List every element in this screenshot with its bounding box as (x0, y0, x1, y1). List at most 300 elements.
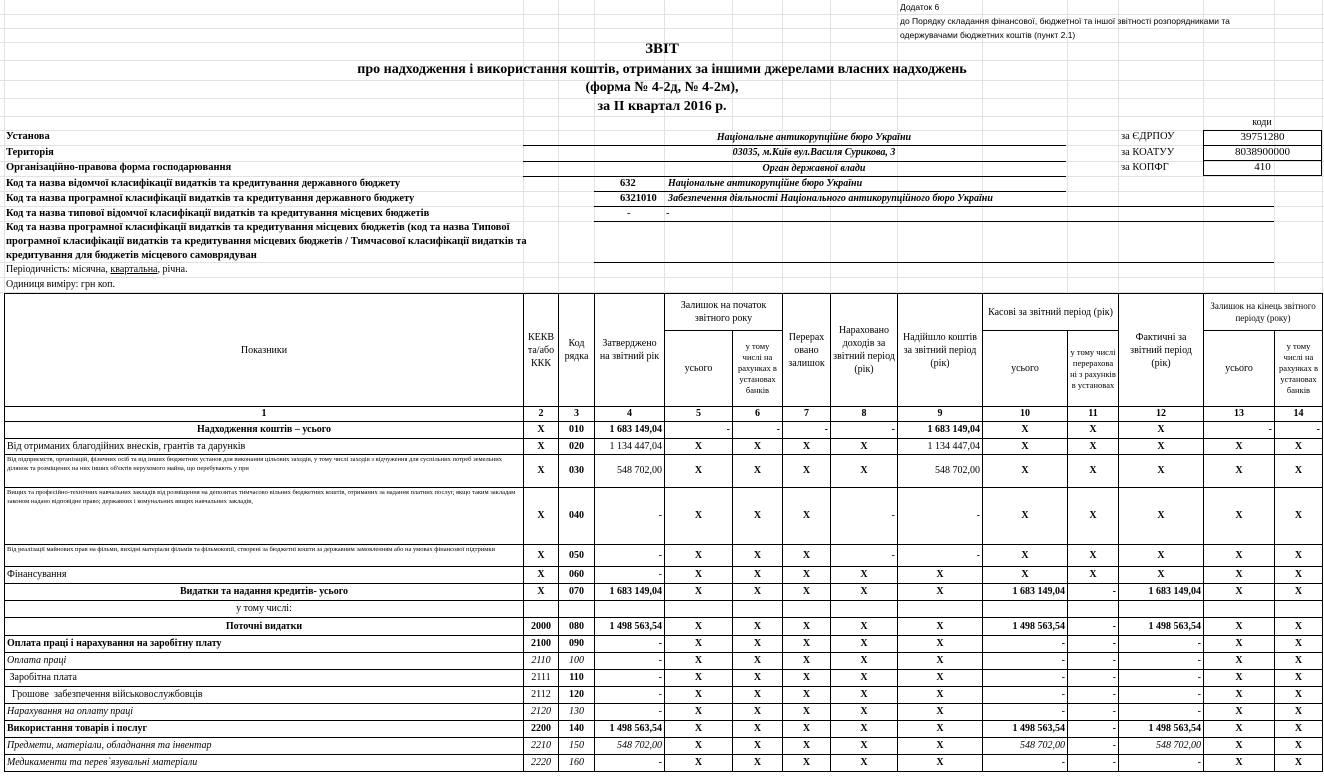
row-cell: X (983, 488, 1068, 545)
row-cell: - (983, 687, 1068, 704)
row-cell: - (898, 488, 983, 545)
row-cell: 1 683 149,04 (898, 422, 983, 439)
row-cell (733, 601, 783, 618)
row-cell: X (1275, 488, 1323, 545)
row-cell: X (524, 488, 559, 545)
column-number: 1 (5, 407, 524, 422)
row-cell: 120 (559, 687, 595, 704)
row-cell: X (733, 439, 783, 455)
row-cell: 548 702,00 (983, 738, 1068, 755)
table-row (5, 670, 1323, 687)
row-cell: - (1068, 584, 1119, 601)
row-cell: X (665, 488, 733, 545)
row-cell: X (831, 704, 898, 721)
row-cell: X (783, 755, 831, 772)
typical-class-label: Код та назва типової відомчої класифікації видатків та кредитування місцевих бюджетів (6, 208, 430, 219)
row-cell: 110 (559, 670, 595, 687)
territory-label: Територія (6, 147, 54, 158)
legal-form-value: Орган державної влади (762, 163, 866, 174)
row-cell: - (1068, 687, 1119, 704)
program-class-code: 6321010 (620, 193, 657, 204)
row-cell: X (831, 670, 898, 687)
row-cell: X (783, 670, 831, 687)
row-cell: X (665, 636, 733, 653)
row-cell: X (733, 704, 783, 721)
header-transferred-balance: Перерах овано залишок (783, 294, 831, 407)
row-cell: 2112 (524, 687, 559, 704)
row-cell: - (595, 636, 665, 653)
row-cell: X (1204, 721, 1275, 738)
row-cell: X (1204, 455, 1275, 488)
dept-class-code: 632 (620, 178, 636, 189)
row-cell: X (1204, 670, 1275, 687)
column-number: 6 (733, 407, 783, 422)
row-cell: X (898, 687, 983, 704)
table-row (5, 721, 1323, 738)
row-cell: X (898, 755, 983, 772)
row-cell: - (1119, 670, 1204, 687)
row-cell: X (783, 721, 831, 738)
column-number: 7 (783, 407, 831, 422)
row-cell: - (1119, 636, 1204, 653)
row-cell: 1 134 447,04 (898, 439, 983, 455)
row-cell: X (983, 422, 1068, 439)
row-cell: - (983, 653, 1068, 670)
appendix-line-1: Додаток 6 (900, 2, 940, 12)
row-cell: X (983, 567, 1068, 584)
row-cell: X (733, 755, 783, 772)
row-cell: X (1275, 755, 1323, 772)
row-cell: X (1275, 439, 1323, 455)
row-cell: X (783, 618, 831, 636)
header-opening-balance: Залишок на початок звітного року (665, 294, 783, 331)
table-row (5, 755, 1323, 772)
row-indicator-name: Грошове забезпечення військовослужбовців (5, 687, 524, 704)
row-cell: - (1068, 670, 1119, 687)
row-cell: X (1275, 670, 1323, 687)
row-cell: X (983, 455, 1068, 488)
header-accrued-income: Нараховано доходів за звітний період (рік) (831, 294, 898, 407)
column-number: 8 (831, 407, 898, 422)
row-cell: X (665, 670, 733, 687)
row-cell: X (783, 738, 831, 755)
row-cell: X (733, 545, 783, 567)
header-kekv: КЕКВ та/або ККК (524, 294, 559, 407)
table-row (5, 687, 1323, 704)
row-cell: X (1119, 439, 1204, 455)
header-row-code: Код рядка (559, 294, 595, 407)
row-indicator-name: Фінансування (5, 567, 524, 584)
row-cell: X (1275, 636, 1323, 653)
row-cell: X (783, 584, 831, 601)
row-cell: X (1275, 738, 1323, 755)
row-cell: X (898, 636, 983, 653)
report-subtitle: про надходження і використання коштів, отриманих за іншими джерелами власних надходжень (357, 62, 967, 77)
row-cell: 2220 (524, 755, 559, 772)
row-cell: X (524, 455, 559, 488)
periodicity-selected: квартальна (110, 264, 158, 275)
row-cell (1119, 601, 1204, 618)
row-cell: X (1204, 584, 1275, 601)
row-indicator-name: Медикаменти та перев`язувальні матеріали (5, 755, 524, 772)
program-class-label: Код та назва програмної класифікації видатків та кредитування державного бюджету (6, 193, 415, 204)
row-cell: 1 498 563,54 (983, 618, 1068, 636)
row-cell: - (1204, 422, 1275, 439)
row-cell: X (1275, 545, 1323, 567)
row-cell: 1 498 563,54 (983, 721, 1068, 738)
row-cell: - (1068, 704, 1119, 721)
header-opening-banks: у тому числі на рахунках в установах банків (733, 331, 783, 407)
row-indicator-name: у тому числі: (5, 601, 524, 618)
column-number: 2 (524, 407, 559, 422)
row-cell: 1 683 149,04 (983, 584, 1068, 601)
row-cell: X (665, 455, 733, 488)
row-cell: X (1204, 488, 1275, 545)
row-cell: 030 (559, 455, 595, 488)
row-cell: 1 683 149,04 (1119, 584, 1204, 601)
row-cell: - (1068, 721, 1119, 738)
table-row (5, 601, 1323, 618)
row-cell: - (783, 422, 831, 439)
row-cell: - (1119, 653, 1204, 670)
row-cell: 040 (559, 488, 595, 545)
row-cell: X (898, 567, 983, 584)
header-indicators: Показники (5, 294, 524, 407)
row-cell: X (733, 738, 783, 755)
institution-value: Національне антикорупційне бюро України (716, 132, 912, 143)
row-cell: - (983, 755, 1068, 772)
row-cell: X (665, 755, 733, 772)
row-cell (898, 601, 983, 618)
typical-class-name: - (666, 208, 670, 219)
table-row (5, 455, 1323, 488)
table-row (5, 636, 1323, 653)
row-cell: X (831, 618, 898, 636)
row-cell: X (783, 704, 831, 721)
koatuu-code: 8038900000 (1203, 145, 1322, 161)
row-cell: X (524, 567, 559, 584)
table-row (5, 545, 1323, 567)
row-cell: - (595, 670, 665, 687)
row-cell: 2120 (524, 704, 559, 721)
row-cell: X (1275, 687, 1323, 704)
row-cell: X (1204, 618, 1275, 636)
row-cell: X (1119, 455, 1204, 488)
header-closing-banks: у тому числі на рахунках в установах банків (1275, 331, 1323, 407)
row-cell: - (595, 687, 665, 704)
row-cell: - (595, 653, 665, 670)
row-cell: - (1068, 636, 1119, 653)
kopfg-label: за КОПФГ (1121, 162, 1169, 173)
row-indicator-name: Видатки та надання кредитів- усього (5, 584, 524, 601)
row-cell: 150 (559, 738, 595, 755)
row-cell: X (983, 545, 1068, 567)
column-number: 13 (1204, 407, 1275, 422)
row-cell: X (733, 488, 783, 545)
row-cell: X (831, 439, 898, 455)
row-cell: - (665, 422, 733, 439)
row-cell: X (733, 584, 783, 601)
row-indicator-name: Від реалізації майнових прав на фільми, вихідні матеріали фільмів та фільмокопії, створені за бюджетні кошти за державним замовленням або на умовах фінансової підтримки (5, 545, 524, 567)
row-cell (831, 601, 898, 618)
row-cell: X (665, 439, 733, 455)
periodicity: Періодичність: місячна, квартальна, річна. (6, 264, 188, 275)
row-cell: X (1068, 439, 1119, 455)
column-number: 14 (1275, 407, 1323, 422)
row-cell: X (733, 636, 783, 653)
row-indicator-name: Використання товарів і послуг (5, 721, 524, 738)
row-cell: 2210 (524, 738, 559, 755)
row-indicator-name: Надходження коштів – усього (5, 422, 524, 439)
row-indicator-name: Поточні видатки (5, 618, 524, 636)
table-row (5, 567, 1323, 584)
row-cell: X (898, 738, 983, 755)
row-cell: 1 134 447,04 (595, 439, 665, 455)
table-row (5, 704, 1323, 721)
row-cell (595, 601, 665, 618)
row-cell: X (831, 738, 898, 755)
row-cell: X (665, 738, 733, 755)
row-cell: 050 (559, 545, 595, 567)
row-cell: 1 498 563,54 (1119, 618, 1204, 636)
row-indicator-name: Оплата праці і нарахування на заробітну плату (5, 636, 524, 653)
row-cell: X (983, 439, 1068, 455)
row-cell (1275, 601, 1323, 618)
row-cell: - (1119, 704, 1204, 721)
territory-value: 03035, м.Київ вул.Василя Сурикова, 3 (732, 147, 896, 158)
row-cell: - (831, 545, 898, 567)
row-cell: 1 498 563,54 (595, 721, 665, 738)
table-row (5, 439, 1323, 455)
appendix-line-2: до Порядку складання фінансової, бюджетної та іншої звітності розпорядниками та (900, 16, 1230, 26)
row-cell: X (898, 670, 983, 687)
row-cell: X (524, 439, 559, 455)
row-cell: X (1204, 636, 1275, 653)
row-cell: 548 702,00 (595, 455, 665, 488)
row-cell: X (831, 755, 898, 772)
row-cell: 548 702,00 (898, 455, 983, 488)
row-cell (559, 601, 595, 618)
row-cell: 2111 (524, 670, 559, 687)
header-opening-total: усього (665, 331, 733, 407)
legal-form-label: Організаційно-правова форма господарювання (6, 162, 232, 173)
row-cell: X (831, 687, 898, 704)
institution-label: Установа (6, 131, 50, 142)
row-cell: 1 498 563,54 (1119, 721, 1204, 738)
row-cell: - (1068, 618, 1119, 636)
row-cell: X (524, 545, 559, 567)
row-cell: X (783, 545, 831, 567)
header-closing-total: усього (1204, 331, 1275, 407)
row-cell: X (1204, 545, 1275, 567)
row-cell: 548 702,00 (595, 738, 665, 755)
row-cell: X (1068, 422, 1119, 439)
row-cell: 080 (559, 618, 595, 636)
row-cell: X (665, 618, 733, 636)
row-cell: X (1275, 567, 1323, 584)
column-number: 4 (595, 407, 665, 422)
row-cell: X (898, 584, 983, 601)
row-cell: X (1119, 488, 1204, 545)
row-cell (783, 601, 831, 618)
dept-class-label: Код та назва відомчої класифікації видатків та кредитування державного бюджету (6, 178, 401, 189)
row-cell: X (1275, 455, 1323, 488)
header-approved: Затверджено на звітний рік (595, 294, 665, 407)
koatuu-label: за КОАТУУ (1121, 147, 1175, 158)
column-number: 10 (983, 407, 1068, 422)
row-cell: X (665, 687, 733, 704)
row-indicator-name: Заробітна плата (5, 670, 524, 687)
row-cell: X (783, 687, 831, 704)
row-cell: X (1068, 545, 1119, 567)
row-cell: X (1275, 704, 1323, 721)
header-received-funds: Надійшло коштів за звітний період (рік) (898, 294, 983, 407)
row-cell: X (665, 721, 733, 738)
local-class-label-3: кредитування для бюджетів місцевого самоврядуван (6, 250, 257, 261)
column-number-row (5, 407, 1323, 422)
row-cell: 100 (559, 653, 595, 670)
row-cell: X (831, 636, 898, 653)
row-cell: 2000 (524, 618, 559, 636)
row-cell (524, 601, 559, 618)
row-cell: X (733, 670, 783, 687)
row-indicator-name: Від отриманих благодійних внесків, грантів та дарунків (5, 439, 524, 455)
header-cash-transferred: у тому числі перерахова ні з рахунків в установах (1068, 331, 1119, 407)
row-cell: 070 (559, 584, 595, 601)
row-cell: 160 (559, 755, 595, 772)
row-cell: - (983, 670, 1068, 687)
row-indicator-name: Оплата праці (5, 653, 524, 670)
header-cash-total: усього (983, 331, 1068, 407)
row-cell: 010 (559, 422, 595, 439)
row-cell: X (665, 567, 733, 584)
row-cell (1068, 601, 1119, 618)
row-cell: X (733, 567, 783, 584)
row-cell (665, 601, 733, 618)
row-cell: X (733, 687, 783, 704)
row-cell: X (665, 653, 733, 670)
report-period: за ІІ квартал 2016 р. (597, 99, 727, 114)
row-cell: - (1275, 422, 1323, 439)
column-number: 3 (559, 407, 595, 422)
report-table (4, 293, 1323, 772)
row-cell: X (831, 721, 898, 738)
codes-header: коди (1252, 117, 1272, 128)
row-cell: X (783, 439, 831, 455)
row-cell: X (831, 584, 898, 601)
report-form: (форма № 4-2д, № 4-2м), (585, 80, 739, 95)
row-cell: 2200 (524, 721, 559, 738)
row-cell: X (665, 545, 733, 567)
row-cell: 020 (559, 439, 595, 455)
row-indicator-name: Предмети, матеріали, обладнання та інвентар (5, 738, 524, 755)
table-row (5, 584, 1323, 601)
row-cell: 548 702,00 (1119, 738, 1204, 755)
row-cell: - (595, 755, 665, 772)
row-cell: - (595, 704, 665, 721)
row-cell: - (1119, 687, 1204, 704)
row-cell: - (831, 488, 898, 545)
row-cell: X (831, 567, 898, 584)
row-cell: - (733, 422, 783, 439)
row-cell: 2100 (524, 636, 559, 653)
row-cell: X (1068, 488, 1119, 545)
table-row (5, 738, 1323, 755)
row-cell: - (595, 545, 665, 567)
report-title: ЗВІТ (645, 41, 679, 57)
row-cell: 130 (559, 704, 595, 721)
table-row (5, 422, 1323, 439)
row-cell: X (1275, 653, 1323, 670)
row-cell: X (1204, 439, 1275, 455)
row-cell: - (595, 567, 665, 584)
dept-class-name: Національне антикорупційне бюро України (668, 178, 863, 189)
row-cell: X (665, 584, 733, 601)
row-cell: 090 (559, 636, 595, 653)
row-cell: X (524, 422, 559, 439)
row-cell: X (1119, 567, 1204, 584)
column-number: 5 (665, 407, 733, 422)
row-cell: X (1204, 755, 1275, 772)
typical-class-code: - (627, 208, 631, 219)
row-cell (1204, 601, 1275, 618)
column-number: 11 (1068, 407, 1119, 422)
row-cell: X (898, 618, 983, 636)
header-actual-expenses: Фактичні за звітний період (рік) (1119, 294, 1204, 407)
row-cell (983, 601, 1068, 618)
row-cell: - (1068, 653, 1119, 670)
row-cell: X (733, 618, 783, 636)
unit-of-measure: Одиниця виміру: грн коп. (6, 279, 116, 290)
row-cell: X (1119, 422, 1204, 439)
row-cell: - (983, 704, 1068, 721)
row-cell: X (1275, 721, 1323, 738)
row-cell: 060 (559, 567, 595, 584)
row-cell: 1 498 563,54 (595, 618, 665, 636)
local-class-label-2: програмної класифікації видатків та кредитування місцевих бюджетів / Тимчасової класифікації видатків та (6, 236, 527, 247)
edrpou-label: за ЄДРПОУ (1121, 131, 1175, 142)
edrpou-code: 39751280 (1203, 130, 1322, 146)
row-cell: X (1275, 584, 1323, 601)
row-cell: 140 (559, 721, 595, 738)
row-cell: - (898, 545, 983, 567)
table-row (5, 618, 1323, 636)
program-class-name: Забезпечення діяльності Національного антикорупційного бюро України (668, 193, 993, 204)
row-cell: X (1275, 618, 1323, 636)
row-indicator-name: Вищих та професійно-технічних навчальних закладів від розміщення на депозитах тимчасово вільних бюджетних коштів, отриманих за надання платних послуг, якщо таким закладам законом надано відповідне право; державних і комунальних вищих навчальних закладів, (5, 488, 524, 545)
row-cell: X (1204, 653, 1275, 670)
row-cell: X (783, 488, 831, 545)
row-cell: X (524, 584, 559, 601)
row-cell: X (898, 704, 983, 721)
header-cash-expenses: Касові за звітний період (рік) (983, 294, 1119, 331)
appendix-line-3: одержувачами бюджетних коштів (пункт 2.1) (900, 30, 1076, 40)
row-cell: X (1119, 545, 1204, 567)
row-cell: X (733, 653, 783, 670)
table-row (5, 488, 1323, 545)
local-class-label-1: Код та назва програмної класифікації видатків та кредитування місцевих бюджетів (код та назва Типової (6, 222, 510, 233)
row-cell: X (1068, 455, 1119, 488)
row-cell: 2110 (524, 653, 559, 670)
row-cell: X (898, 721, 983, 738)
row-cell: - (831, 422, 898, 439)
row-cell: X (733, 455, 783, 488)
row-cell: X (783, 567, 831, 584)
row-indicator-name: Від підприємств, організацій, фізичних осіб та від інших бюджетних установ для виконання цільових заходів, у тому числі заходів з відчуження для суспільних потреб земельних ділянок та розміщених на них інших об'єктів нерухомого майна, що перебувають у при (5, 455, 524, 488)
column-number: 9 (898, 407, 983, 422)
row-cell: X (733, 721, 783, 738)
row-cell: X (783, 636, 831, 653)
